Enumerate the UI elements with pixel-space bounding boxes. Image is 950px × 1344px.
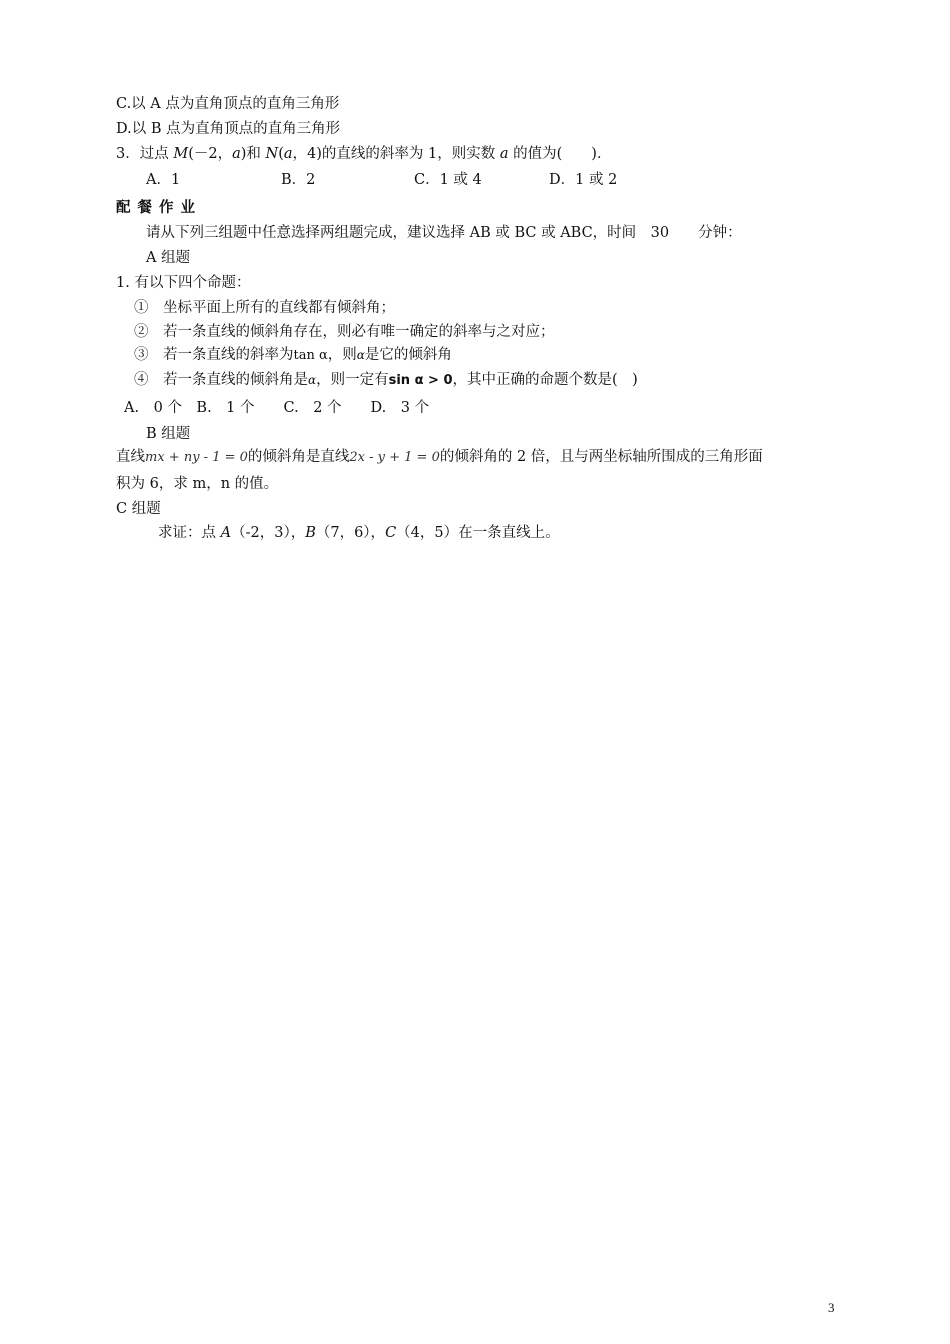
q3-var-a: a	[283, 146, 293, 162]
q3-text: )和	[240, 146, 266, 162]
equation-1: mx + ny - 1 = 0	[145, 450, 248, 465]
point-c: C	[385, 525, 397, 541]
statement-text: ，则	[327, 347, 357, 363]
q3-var-a: a	[499, 146, 509, 162]
equation-2: 2x - y + 1 = 0	[349, 450, 440, 465]
question-text: （4，5）在一条直线上。	[396, 525, 560, 541]
q3-point-m: M	[173, 146, 189, 162]
point-a: A	[220, 525, 232, 541]
q3-text: 3．过点	[116, 146, 174, 162]
statement-text: ③ 若一条直线的斜率为	[134, 347, 294, 363]
q3-point-n: N	[265, 146, 279, 162]
group-b-label: B 组题	[146, 426, 191, 442]
question-text: 求证：点	[158, 525, 221, 541]
q3-option-a: A．1	[146, 172, 181, 188]
q3-option-d: D．1 或 2	[549, 172, 618, 188]
q2-option-c: C.以 A 点为直角顶点的直角三角形	[116, 96, 340, 112]
group-a-options: A. 0 个 B. 1 个 C. 2 个 D. 3 个	[124, 400, 430, 416]
q3-text: 的值为( )．	[508, 146, 612, 162]
statement-3	[134, 345, 452, 366]
sin-alpha-inequality: sin α > 0	[388, 373, 453, 388]
group-a-question-1: 1. 有以下四个命题：	[116, 275, 251, 291]
statement-4	[134, 370, 638, 391]
point-b: B	[305, 525, 316, 541]
question-text: 的倾斜角是直线	[247, 449, 350, 465]
section-intro: 请从下列三组题中任意选择两组题完成，建议选择 AB 或 BC 或 ABC，时间 30 分钟：	[146, 225, 742, 241]
group-a-label: A 组题	[146, 250, 191, 266]
q2-option-d: D.以 B 点为直角顶点的直角三角形	[116, 121, 341, 137]
q3-text: (－2，	[188, 146, 233, 162]
q3-stem	[116, 144, 611, 164]
question-text: （7，6），	[315, 525, 386, 541]
question-text: （-2，3），	[231, 525, 306, 541]
statement-1: ① 坐标平面上所有的直线都有倾斜角；	[134, 300, 395, 316]
tan-alpha-formula: tan α	[293, 348, 328, 363]
section-heading: 配餐作业	[116, 200, 202, 216]
alpha-symbol: α	[308, 373, 317, 387]
statement-text: ，其中正确的命题个数是( )	[452, 372, 638, 388]
q3-option-b: B．2	[281, 172, 316, 188]
statement-2: ② 若一条直线的倾斜角存在，则必有唯一确定的斜率与之对应；	[134, 324, 555, 340]
statement-text: 是它的倾斜角	[364, 347, 452, 363]
statement-text: ④ 若一条直线的倾斜角是	[134, 372, 308, 388]
statement-text: ，则一定有	[316, 372, 389, 388]
q3-text: ，4)的直线的斜率为 1，则实数	[292, 146, 500, 162]
q3-text: (	[278, 146, 284, 162]
group-b-question-line-1	[116, 447, 763, 468]
question-text: 的倾斜角的 2 倍，且与两坐标轴所围成的三角形面	[439, 449, 763, 465]
group-c-question	[158, 523, 560, 543]
question-text: 直线	[116, 449, 145, 465]
q3-option-c: C．1 或 4	[414, 172, 482, 188]
q3-var-a: a	[232, 146, 241, 162]
alpha-symbol: α	[356, 348, 365, 362]
group-b-question-line-2: 积为 6，求 m，n 的值。	[116, 476, 279, 492]
group-c-label: C 组题	[116, 501, 161, 517]
page-number: 3	[828, 1300, 835, 1315]
